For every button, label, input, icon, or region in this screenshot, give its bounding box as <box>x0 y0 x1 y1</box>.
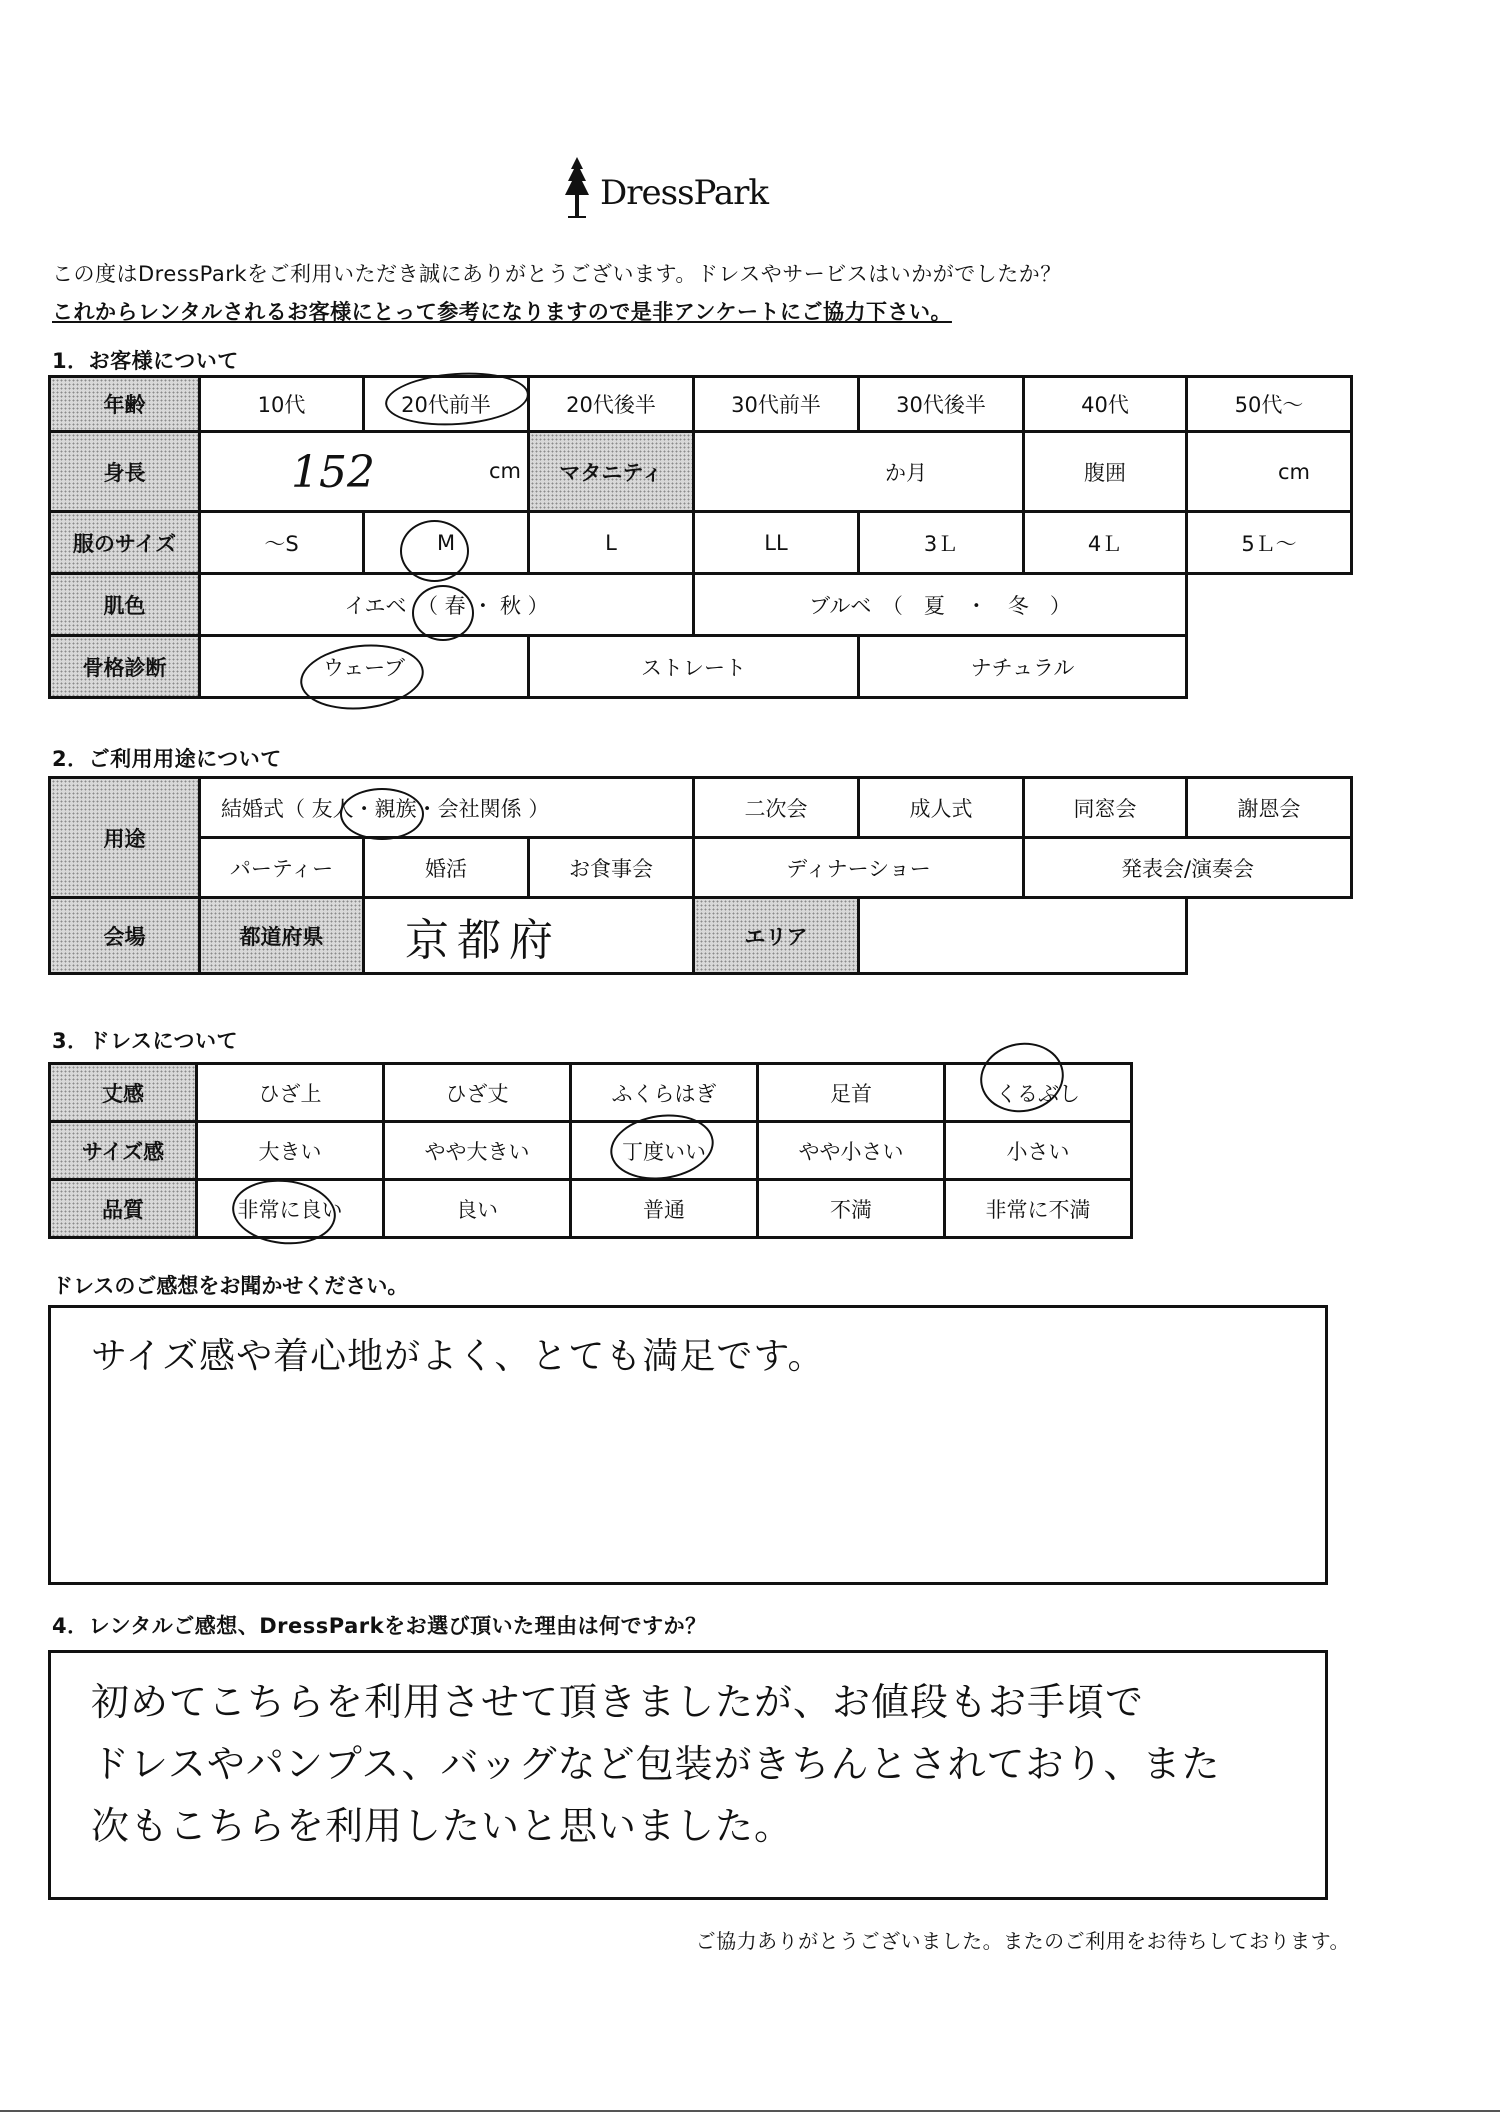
purpose-row-1 <box>50 778 1352 838</box>
age-label: 年齢 <box>50 377 200 432</box>
intro-text: この度はDressParkをご利用いただき誠にありがとうございます。ドレスやサービスはいかがでしたか？ <box>52 262 1062 286</box>
fit-option[interactable]: 大きい <box>197 1122 384 1180</box>
quality-row <box>50 1180 1132 1238</box>
purpose-option[interactable]: 同窓会 <box>1024 778 1187 838</box>
section3-title: 3．ドレスについて <box>52 1029 239 1053</box>
dress-table <box>48 1062 1133 1239</box>
skeleton-option[interactable]: ストレート <box>529 636 859 698</box>
height-value: 152 <box>291 447 375 498</box>
length-option[interactable]: 足首 <box>758 1064 945 1122</box>
purpose-table <box>48 776 1353 975</box>
size-option[interactable]: LL <box>694 512 859 574</box>
skeleton-label: 骨格診断 <box>50 636 200 698</box>
scan-bottom-edge <box>0 2110 1500 2112</box>
length-option-selected[interactable]: くるぶし <box>945 1064 1132 1122</box>
height-row <box>50 432 1352 512</box>
age-row <box>50 377 1352 432</box>
dress-tree-icon <box>560 155 594 225</box>
purpose-option[interactable]: パーティー <box>200 838 364 898</box>
dress-comment-prompt: ドレスのご感想をお聞かせください。 <box>52 1274 409 1298</box>
waist-label: 腹囲 <box>1024 432 1187 512</box>
footer-thanks: ご協力ありがとうございました。またのご利用をお待ちしております。 <box>695 1929 1350 1953</box>
size-label: 服のサイズ <box>50 512 200 574</box>
maternity-label: マタニティ <box>529 432 694 512</box>
quality-option-selected[interactable]: 非常に良い <box>197 1180 384 1238</box>
reason-line: 次もこちらを利用したいと思いました。 <box>91 1804 794 1848</box>
age-option[interactable]: 10代 <box>200 377 364 432</box>
wedding-option[interactable]: 結婚式（ 友人・親族・会社関係 ） <box>200 778 694 838</box>
purpose-option[interactable]: 発表会/演奏会 <box>1024 838 1352 898</box>
quality-option[interactable]: 普通 <box>571 1180 758 1238</box>
height-label: 身長 <box>50 432 200 512</box>
prefecture-value[interactable]: 京都府 <box>364 898 694 974</box>
skeleton-row <box>50 636 1352 698</box>
skeleton-option[interactable]: ナチュラル <box>859 636 1187 698</box>
size-option-selected[interactable]: M <box>364 512 529 574</box>
size-option[interactable]: L <box>529 512 694 574</box>
area-field[interactable] <box>859 898 1187 974</box>
fit-option[interactable]: 小さい <box>945 1122 1132 1180</box>
skin-label: 肌色 <box>50 574 200 636</box>
reason-comment-box[interactable] <box>48 1650 1328 1900</box>
length-row <box>50 1064 1132 1122</box>
dress-comment-text: サイズ感や着心地がよく、とても満足です。 <box>91 1336 825 1377</box>
age-option[interactable]: 40代 <box>1024 377 1187 432</box>
size-option[interactable]: 5Ｌ～ <box>1187 512 1352 574</box>
skin-yellow-option[interactable]: イエベ （ 春 ・ 秋 ） <box>200 574 694 636</box>
skeleton-option-selected[interactable]: ウェーブ <box>200 636 529 698</box>
purpose-option[interactable]: お食事会 <box>529 838 694 898</box>
size-option[interactable]: ～S <box>200 512 364 574</box>
purpose-label: 用途 <box>50 778 200 898</box>
quality-option[interactable]: 非常に不満 <box>945 1180 1132 1238</box>
customer-table <box>48 375 1353 699</box>
venue-label: 会場 <box>50 898 200 974</box>
section2-title: 2．ご利用用途について <box>52 747 282 771</box>
length-option[interactable]: ふくらはぎ <box>571 1064 758 1122</box>
reason-line: ドレスやパンプス、バッグなど包装がきちんとされており、また <box>91 1742 1221 1786</box>
skin-blue-option[interactable]: ブルベ （ 夏 ・ 冬 ） <box>694 574 1187 636</box>
fit-option-selected[interactable]: 丁度いい <box>571 1122 758 1180</box>
skin-row <box>50 574 1352 636</box>
size-option[interactable]: 4Ｌ <box>1024 512 1187 574</box>
quality-label: 品質 <box>50 1180 197 1238</box>
maternity-field[interactable] <box>694 432 1024 512</box>
age-option[interactable]: 30代後半 <box>859 377 1024 432</box>
size-option[interactable]: 3Ｌ <box>859 512 1024 574</box>
size-row <box>50 512 1352 574</box>
quality-option[interactable]: 不満 <box>758 1180 945 1238</box>
quality-option[interactable]: 良い <box>384 1180 571 1238</box>
length-label: 丈感 <box>50 1064 197 1122</box>
purpose-option[interactable]: 二次会 <box>694 778 859 838</box>
reason-line: 初めてこちらを利用させて頂きましたが、お値段もお手頃で <box>91 1680 1145 1724</box>
maternity-months-unit: か月 <box>885 461 927 485</box>
area-label: エリア <box>694 898 859 974</box>
section1-title: 1．お客様について <box>52 349 239 373</box>
length-option[interactable]: ひざ丈 <box>384 1064 571 1122</box>
fit-label: サイズ感 <box>50 1122 197 1180</box>
fit-option[interactable]: やや大きい <box>384 1122 571 1180</box>
fit-row <box>50 1122 1132 1180</box>
section4-title: 4．レンタルご感想、DressParkをお選び頂いた理由は何ですか？ <box>52 1614 707 1638</box>
waist-unit[interactable]: cm <box>1187 432 1352 512</box>
height-unit: cm <box>488 459 521 483</box>
purpose-option[interactable]: 謝恩会 <box>1187 778 1352 838</box>
age-option[interactable]: 20代後半 <box>529 377 694 432</box>
age-option[interactable]: 30代前半 <box>694 377 859 432</box>
height-field[interactable] <box>200 432 529 512</box>
fit-option[interactable]: やや小さい <box>758 1122 945 1180</box>
purpose-option[interactable]: 成人式 <box>859 778 1024 838</box>
dress-comment-box[interactable] <box>48 1305 1328 1585</box>
age-option[interactable]: 50代～ <box>1187 377 1352 432</box>
length-option[interactable]: ひざ上 <box>197 1064 384 1122</box>
purpose-option[interactable]: 婚活 <box>364 838 529 898</box>
purpose-row-2 <box>50 838 1352 898</box>
purpose-option[interactable]: ディナーショー <box>694 838 1024 898</box>
dresspark-logo <box>560 155 820 225</box>
logo-wordmark: DressPark <box>600 173 769 213</box>
prefecture-label: 都道府県 <box>200 898 364 974</box>
venue-row <box>50 898 1352 974</box>
age-option-selected[interactable]: 20代前半 <box>364 377 529 432</box>
intro-request: これからレンタルされるお客様にとって参考になりますので是非アンケートにご協力下さい。 <box>52 300 952 324</box>
